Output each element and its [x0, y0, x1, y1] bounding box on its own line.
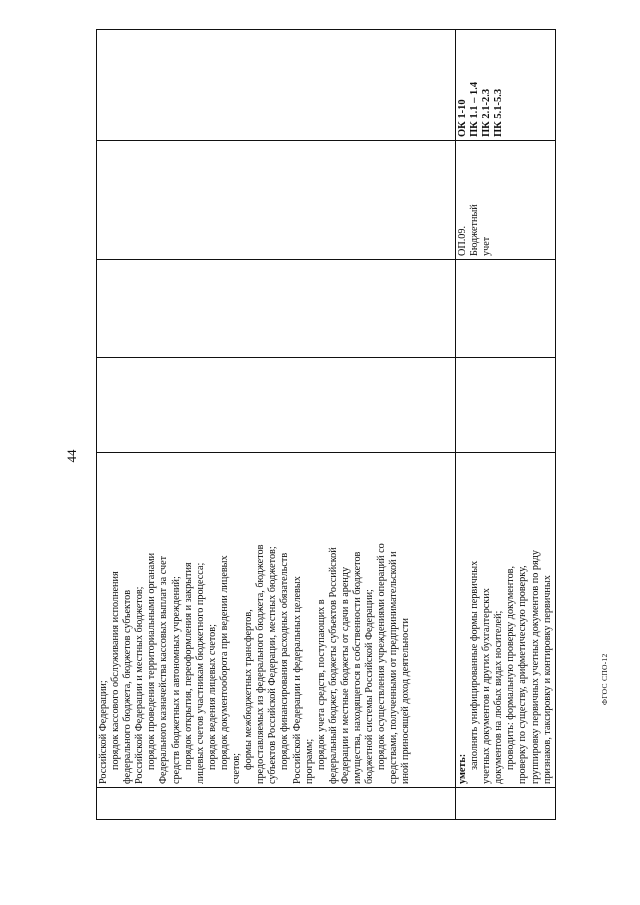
index-cell	[456, 788, 556, 820]
table-row	[456, 30, 556, 820]
hours-class-cell	[97, 260, 456, 358]
text-line: порядок открытия, переоформления и закрытия	[182, 562, 194, 770]
competency-code: ПК 1.1 – 1.4	[469, 81, 480, 137]
text-line: иной приносящей доход деятельности	[400, 618, 412, 784]
text-line: признаков, таксировку и контировку первичных	[541, 575, 553, 784]
hours-max-cell	[456, 358, 556, 453]
text-line: Российской Федерации и федеральных целевых	[291, 576, 303, 784]
footer-code: ФГОС СПО-12	[600, 653, 609, 705]
discipline-name: Бюджетный	[469, 204, 481, 256]
text-line: порядок финансирования расходных обязательств	[279, 552, 291, 770]
text-line: порядок кассового обслуживания исполнения	[110, 571, 122, 770]
text-line: Российской Федерации и местных бюджетов;	[134, 586, 146, 784]
text-line: средств бюджетных и автономных учреждений;	[170, 576, 182, 784]
discipline-name: учет	[481, 236, 493, 256]
text-line: Федерального казначейства кассовых выплат за счет	[158, 555, 170, 784]
text-line: порядок документооборота при ведении лицевых	[218, 555, 230, 770]
text-line: заполнять унифицированные формы первичных	[469, 560, 481, 770]
text-line: Федерации и местные бюджеты от сдачи в аренду	[339, 566, 351, 784]
hours-max-cell	[97, 358, 456, 453]
knowledge-cell	[97, 453, 456, 788]
text-line: субъектов Российской Федерации, местных бюджетов;	[267, 546, 279, 784]
text-line: порядок осуществления учреждениями операций со	[376, 543, 388, 770]
text-line: группировку первичных учетных документов по ряду	[529, 550, 541, 784]
table-row	[97, 30, 456, 820]
text-line: документов на любых видах носителей;	[493, 610, 505, 784]
text-line: программ;	[303, 738, 315, 784]
competency-code: ОК 1-10	[457, 99, 468, 137]
text-line: имущества, находящегося в собственности бюджетов	[351, 551, 363, 784]
competency-code: ПК 5.1-5.3	[493, 88, 504, 137]
standard-table	[96, 30, 553, 820]
text-line: порядок ведения лицевых счетов;	[206, 624, 218, 770]
text-line: порядок проведения территориальными органами	[146, 552, 158, 770]
text-line: бюджетной системы Российской Федерации;	[364, 589, 376, 784]
index-cell	[97, 788, 456, 820]
text-line: счетов;	[231, 752, 243, 784]
text-line: проводить: формальную проверку документов,	[505, 565, 517, 770]
text-line: лицевых счетов участникам бюджетного процесса;	[194, 562, 206, 784]
text-line: федерального бюджета, бюджетов субъектов	[122, 589, 134, 784]
text-line: проверку по существу, арифметическую проверку,	[517, 565, 529, 784]
text-line: порядок учета средств, поступающих в	[315, 599, 327, 770]
skills-heading: уметь:	[457, 753, 468, 784]
competency-code: ПК 2.1-2.3	[481, 88, 492, 137]
text-line: предоставляемых из федерального бюджета, бюджетов	[255, 544, 267, 784]
text-line: средствами, полученными от предпринимательской и	[388, 551, 400, 784]
text-line: учетных документов и других бухгалтерских	[481, 588, 493, 784]
discipline-index: ОП.09.	[457, 226, 468, 256]
skills-cell	[456, 453, 556, 788]
hours-class-cell	[456, 260, 556, 358]
discipline-cell	[97, 141, 456, 260]
competencies-cell	[97, 30, 456, 141]
competencies-cell	[456, 30, 556, 141]
discipline-cell	[456, 141, 556, 260]
text-line: федеральный бюджет, бюджеты субъектов Российской	[327, 547, 339, 784]
text-line: Российской Федерации;	[98, 680, 109, 784]
text-line: формы межбюджетных трансфертов,	[243, 609, 255, 770]
page-number: 44	[64, 449, 79, 463]
